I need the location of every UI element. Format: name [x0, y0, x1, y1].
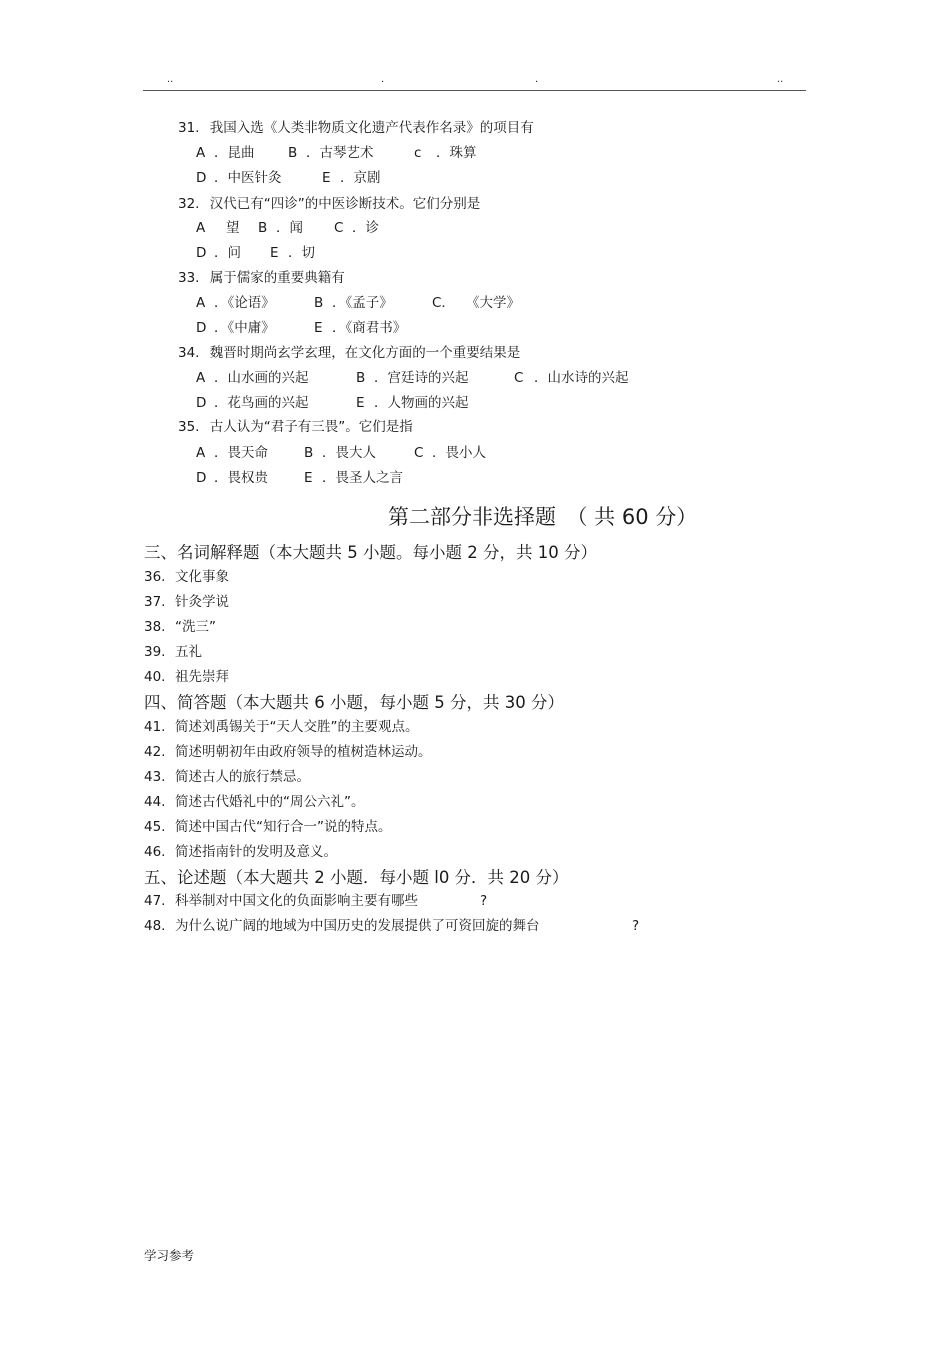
option-letter: E — [314, 320, 323, 336]
option-text: ．宫廷诗的兴起 — [374, 370, 469, 386]
item-text: 祖先崇拜 — [175, 669, 229, 685]
item-number: 36. — [144, 569, 166, 585]
section-heading: 四、简答题（本大题共 6 小题，每小题 5 分，共 30 分） — [144, 693, 564, 712]
item-text: 科举制对中国文化的负面影响主要有哪些 — [175, 893, 418, 909]
option-row — [196, 169, 716, 187]
question-stem — [178, 119, 534, 137]
question-text: 属于儒家的重要典籍有 — [209, 270, 345, 286]
list-item — [144, 568, 229, 586]
option-row — [196, 294, 716, 312]
option-letter: C — [514, 370, 524, 386]
question-text: 古人认为“君子有三畏”。它们是指 — [209, 419, 413, 435]
item-number: 43. — [144, 769, 166, 785]
option-text: ．中医针灸 — [214, 170, 282, 186]
option-text: ．京剧 — [340, 170, 381, 186]
question-stem — [178, 269, 345, 287]
option-letter: E — [322, 170, 331, 186]
option-text: ．诊 — [352, 220, 379, 236]
question-text: 我国入选《人类非物质文化遗产代表作名录》的项目有 — [209, 120, 534, 136]
list-item — [144, 843, 337, 861]
item-text: 五礼 — [175, 644, 202, 660]
item-number: 38. — [144, 619, 166, 635]
section-heading: 三、名词解释题（本大题共 5 小题。每小题 2 分，共 10 分） — [144, 543, 597, 562]
list-item — [144, 743, 432, 761]
item-text: 简述刘禹锡关于“天人交胜”的主要观点。 — [175, 719, 419, 735]
list-item — [144, 618, 216, 636]
option-text: ．切 — [288, 245, 315, 261]
list-item — [144, 917, 540, 935]
item-number: 39. — [144, 644, 166, 660]
option-row — [196, 219, 716, 237]
option-letter: E — [304, 470, 313, 486]
list-item — [144, 668, 229, 686]
header-mark: .. — [777, 74, 784, 85]
question-number: 31. — [178, 120, 200, 136]
option-letter: B — [258, 220, 268, 236]
option-letter: A — [196, 445, 206, 461]
question-number: 34. — [178, 345, 200, 361]
option-text: ．珠算 — [436, 145, 477, 161]
option-row — [196, 319, 716, 337]
list-item — [144, 643, 202, 661]
question-mark: ? — [480, 893, 488, 909]
list-item — [144, 593, 229, 611]
option-row — [196, 144, 716, 162]
option-letter: B — [288, 145, 298, 161]
page-footer: 学习参考 — [144, 1248, 195, 1263]
option-text: ．《商君书》 — [332, 320, 407, 336]
question-stem — [178, 195, 480, 213]
item-text: 简述明朝初年由政府领导的植树造林运动。 — [175, 744, 432, 760]
option-text: ．问 — [214, 245, 241, 261]
option-letter: c — [414, 145, 422, 161]
item-text: “洗三” — [175, 619, 216, 635]
item-number: 37. — [144, 594, 166, 610]
option-text: ．山水诗的兴起 — [534, 370, 629, 386]
option-text: ．《论语》 — [214, 295, 275, 311]
section-heading: 五、论述题（本大题共 2 小题．每小题 l0 分．共 20 分） — [144, 868, 569, 887]
question-text: 汉代已有“四诊”的中医诊断技术。它们分别是 — [209, 196, 481, 212]
option-letter: D — [196, 395, 207, 411]
option-text: ．昆曲 — [214, 145, 255, 161]
option-row — [196, 244, 716, 262]
question-number: 32. — [178, 196, 200, 212]
item-number: 40. — [144, 669, 166, 685]
option-text: ．畏圣人之言 — [322, 470, 403, 486]
item-text: 简述中国古代“知行合一”说的特点。 — [175, 819, 392, 835]
option-letter: B — [314, 295, 324, 311]
option-text: ．闻 — [276, 220, 303, 236]
question-stem — [178, 344, 520, 362]
list-item — [144, 818, 392, 836]
option-letter: E — [356, 395, 365, 411]
item-text: 为什么说广阔的地域为中国历史的发展提供了可资回旋的舞台 — [175, 918, 540, 934]
option-text: ．《孟子》 — [332, 295, 393, 311]
option-letter: C. — [432, 295, 446, 311]
option-letter: C — [414, 445, 424, 461]
option-text: ．畏大人 — [322, 445, 376, 461]
header-mark: .. — [167, 74, 174, 85]
question-number: 35. — [178, 419, 200, 435]
option-text: ．畏天命 — [214, 445, 268, 461]
item-number: 45. — [144, 819, 166, 835]
list-item — [144, 768, 310, 786]
list-item — [144, 793, 365, 811]
option-letter: E — [270, 245, 279, 261]
option-letter: D — [196, 170, 207, 186]
option-row — [196, 394, 716, 412]
list-item — [144, 718, 419, 736]
option-text: ．畏权贵 — [214, 470, 268, 486]
item-text: 简述古人的旅行禁忌。 — [175, 769, 310, 785]
question-stem — [178, 418, 413, 436]
option-text: ．山水画的兴起 — [214, 370, 309, 386]
header-mark: . — [535, 74, 539, 85]
option-letter: D — [196, 320, 207, 336]
item-number: 44. — [144, 794, 166, 810]
option-row — [196, 369, 716, 387]
option-letter: B — [304, 445, 314, 461]
item-number: 48. — [144, 918, 166, 934]
option-text: 望 — [226, 220, 240, 236]
page-header — [143, 72, 806, 91]
item-text: 简述指南针的发明及意义。 — [175, 844, 337, 860]
option-text: ．花鸟画的兴起 — [214, 395, 309, 411]
question-text: 魏晋时期尚玄学玄理，在文化方面的一个重要结果是 — [209, 345, 521, 361]
option-text: ．古琴艺术 — [306, 145, 374, 161]
option-letter: A — [196, 295, 206, 311]
item-number: 46. — [144, 844, 166, 860]
option-row — [196, 469, 716, 487]
question-number: 33. — [178, 270, 200, 286]
part-two-title: 第二部分非选择题 （ 共 60 分） — [388, 505, 698, 529]
item-text: 简述古代婚礼中的“周公六礼”。 — [175, 794, 365, 810]
option-letter: C — [334, 220, 344, 236]
item-text: 针灸学说 — [175, 594, 229, 610]
header-mark: . — [381, 74, 385, 85]
item-text: 文化事象 — [175, 569, 229, 585]
item-number: 42. — [144, 744, 166, 760]
option-letter: B — [356, 370, 366, 386]
option-letter: D — [196, 470, 207, 486]
option-text: ．《中庸》 — [214, 320, 275, 336]
option-text: ．人物画的兴起 — [374, 395, 469, 411]
option-letter: D — [196, 245, 207, 261]
list-item — [144, 892, 418, 910]
option-text: 《大学》 — [466, 295, 520, 311]
option-letter: A — [196, 370, 206, 386]
item-number: 41. — [144, 719, 166, 735]
option-row — [196, 444, 716, 462]
option-text: ．畏小人 — [432, 445, 486, 461]
option-letter: A — [196, 220, 206, 236]
option-letter: A — [196, 145, 206, 161]
question-mark: ? — [632, 918, 640, 934]
item-number: 47. — [144, 893, 166, 909]
